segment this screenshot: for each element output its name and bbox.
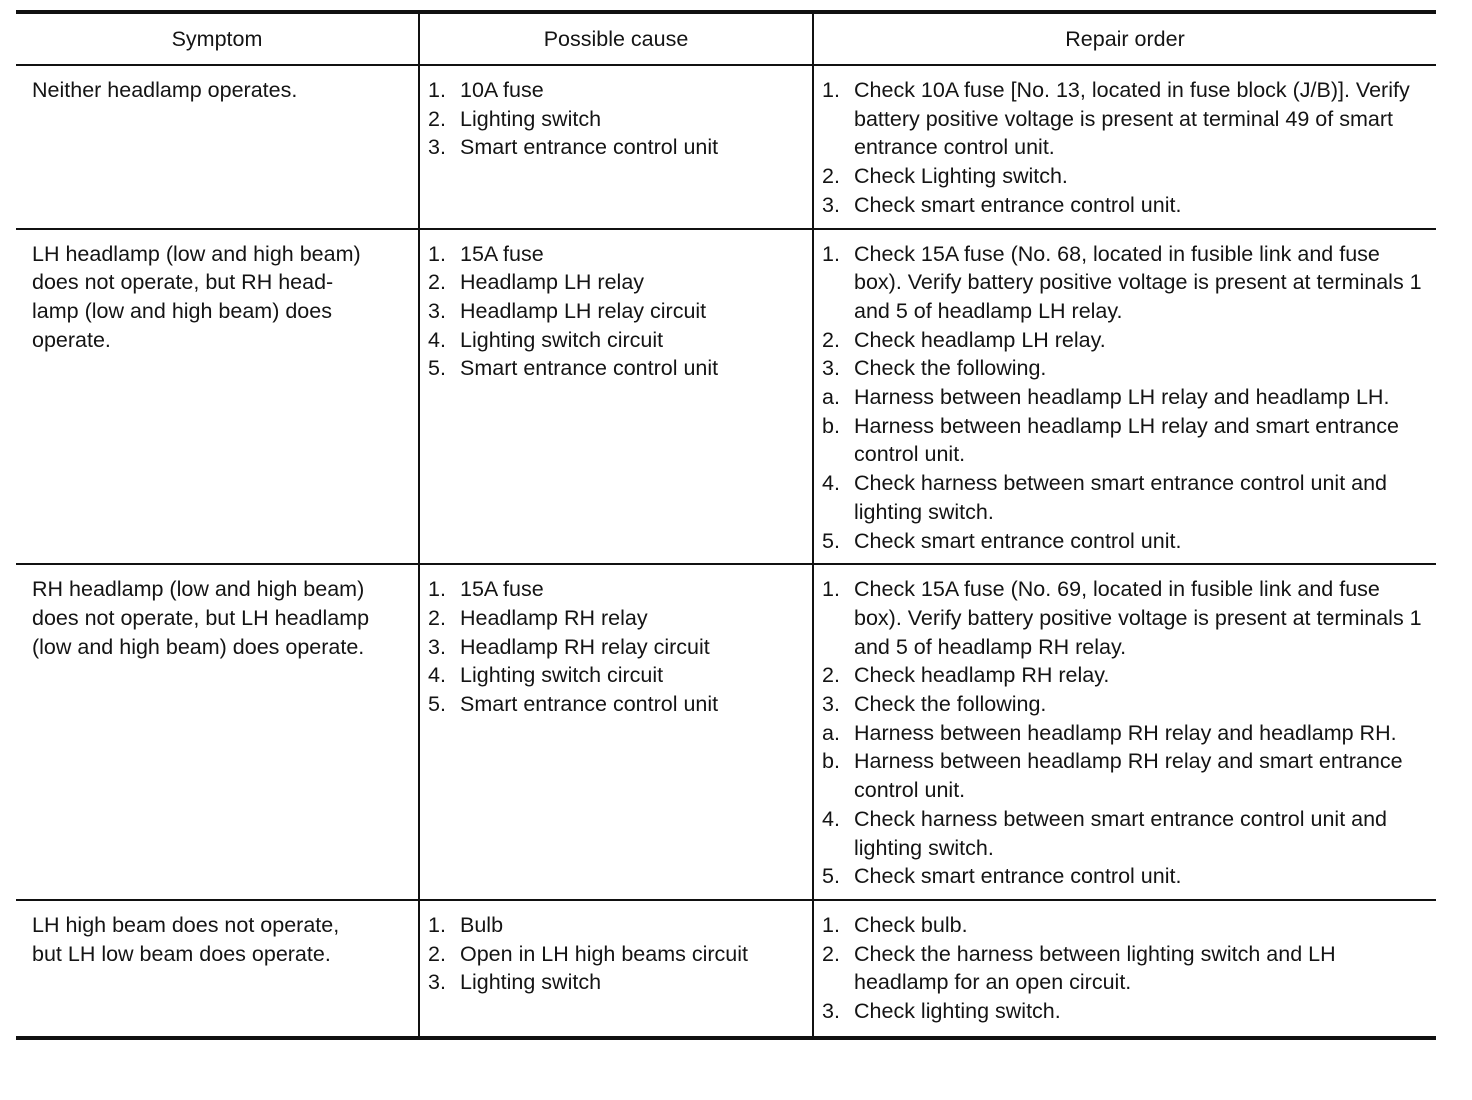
cause-item xyxy=(428,940,806,969)
cause-item-number: 3. xyxy=(428,135,446,160)
repair-order-cell-list xyxy=(822,575,1430,891)
cause-item-text: Smart entrance control unit xyxy=(460,356,719,381)
repair-step-number: 2. xyxy=(822,941,840,966)
possible-cause-cell xyxy=(419,900,813,1038)
cause-item xyxy=(428,326,806,355)
repair-step xyxy=(822,575,1430,661)
cause-item xyxy=(428,133,806,162)
cause-item-number: 2. xyxy=(428,106,446,131)
repair-order-cell-list xyxy=(822,240,1430,556)
cause-item-number: 3. xyxy=(428,970,446,995)
repair-step xyxy=(822,191,1430,220)
cause-item xyxy=(428,297,806,326)
cause-item-number: 2. xyxy=(428,941,446,966)
cause-item-number: 3. xyxy=(428,634,446,659)
cause-item xyxy=(428,690,806,719)
repair-step-text: Harness between headlamp RH relay and smart entrance control unit. xyxy=(854,749,1403,803)
cause-item-text: Headlamp LH relay circuit xyxy=(460,298,707,323)
cause-item-number: 2. xyxy=(428,270,446,295)
cause-item-number: 3. xyxy=(428,298,446,323)
repair-step xyxy=(822,412,1430,469)
repair-step-number: b. xyxy=(822,749,840,774)
symptom-text: LH headlamp (low and high beam) does not operate, but RH head- lamp (low and high beam) does operate. xyxy=(32,241,361,352)
possible-cause-cell-list xyxy=(428,240,806,384)
cause-item xyxy=(428,968,806,997)
cause-item-text: Open in LH high beams circuit xyxy=(460,941,749,966)
header-repair-order: Repair order xyxy=(813,12,1436,65)
repair-step-text: Check harness between smart entrance control unit and lighting switch. xyxy=(854,806,1388,860)
cause-item-number: 1. xyxy=(428,577,446,602)
repair-order-cell-list xyxy=(822,76,1430,220)
table-row xyxy=(16,65,1436,229)
repair-step xyxy=(822,383,1430,412)
repair-step-text: Check headlamp LH relay. xyxy=(854,327,1106,352)
repair-step-text: Check the harness between lighting switch and LH headlamp for an open circuit. xyxy=(854,941,1336,995)
cause-item-text: Lighting switch xyxy=(460,106,602,131)
repair-step xyxy=(822,354,1430,383)
repair-step-number: a. xyxy=(822,720,840,745)
symptom-cell xyxy=(16,900,419,1038)
repair-step-number: 1. xyxy=(822,912,840,937)
repair-step-text: Check the following. xyxy=(854,356,1047,381)
repair-step-number: 2. xyxy=(822,164,840,189)
troubleshooting-table xyxy=(16,10,1436,1040)
repair-step-number: 4. xyxy=(822,806,840,831)
repair-step-number: 3. xyxy=(822,692,840,717)
cause-item-text: Lighting switch circuit xyxy=(460,327,664,352)
repair-step xyxy=(822,240,1430,326)
repair-step xyxy=(822,690,1430,719)
repair-step-number: 2. xyxy=(822,663,840,688)
cause-item xyxy=(428,240,806,269)
symptom-text: LH high beam does not operate, but LH low beam does operate. xyxy=(32,912,340,966)
repair-step-number: 3. xyxy=(822,192,840,217)
cause-item-text: Lighting switch circuit xyxy=(460,663,664,688)
repair-step-text: Check the following. xyxy=(854,692,1047,717)
repair-step xyxy=(822,661,1430,690)
cause-item-text: Headlamp RH relay xyxy=(460,605,648,630)
repair-step-number: 5. xyxy=(822,864,840,889)
repair-step xyxy=(822,747,1430,804)
cause-item-text: Headlamp RH relay circuit xyxy=(460,634,710,659)
repair-step-number: 5. xyxy=(822,528,840,553)
cause-item xyxy=(428,575,806,604)
cause-item-number: 2. xyxy=(428,605,446,630)
cause-item xyxy=(428,633,806,662)
repair-step xyxy=(822,719,1430,748)
cause-item-text: Lighting switch xyxy=(460,970,602,995)
cause-item-number: 5. xyxy=(428,692,446,717)
repair-order-cell xyxy=(813,564,1436,900)
repair-step-text: Check harness between smart entrance control unit and lighting switch. xyxy=(854,471,1388,524)
symptom-text: Neither headlamp operates. xyxy=(32,78,298,102)
possible-cause-cell xyxy=(419,564,813,900)
cause-item xyxy=(428,911,806,940)
symptom-cell xyxy=(16,65,419,229)
header-possible-cause: Possible cause xyxy=(419,12,813,65)
possible-cause-cell-list xyxy=(428,911,806,997)
repair-step-text: Check smart entrance control unit. xyxy=(854,864,1182,889)
cause-item xyxy=(428,268,806,297)
cause-item-number: 1. xyxy=(428,912,446,937)
repair-step xyxy=(822,862,1430,891)
repair-step-text: Check Lighting switch. xyxy=(854,164,1068,189)
repair-step-number: 1. xyxy=(822,577,840,602)
cause-item-number: 5. xyxy=(428,356,446,381)
repair-step-text: Check 15A fuse (No. 69, located in fusible link and fuse box). Verify battery positive voltage is present at terminals 1 and 5 of headlamp RH relay. xyxy=(854,577,1422,659)
cause-item xyxy=(428,661,806,690)
cause-item-number: 1. xyxy=(428,78,446,102)
cause-item-text: 10A fuse xyxy=(460,78,544,102)
cause-item-number: 1. xyxy=(428,241,446,266)
cause-item-text: 15A fuse xyxy=(460,241,544,266)
possible-cause-cell xyxy=(419,229,813,565)
repair-step-number: 1. xyxy=(822,78,840,102)
cause-item-text: Headlamp LH relay xyxy=(460,270,645,295)
table-body xyxy=(16,65,1436,1038)
repair-order-cell xyxy=(813,900,1436,1038)
table-row xyxy=(16,900,1436,1038)
cause-item-number: 4. xyxy=(428,327,446,352)
possible-cause-cell xyxy=(419,65,813,229)
repair-step-text: Check smart entrance control unit. xyxy=(854,528,1182,553)
repair-step-number: a. xyxy=(822,385,840,410)
repair-step-number: 3. xyxy=(822,356,840,381)
symptom-text: RH headlamp (low and high beam) does not operate, but LH headlamp (low and high beam) does operate. xyxy=(32,577,370,659)
header-row xyxy=(16,12,1436,65)
cause-item-text: 15A fuse xyxy=(460,577,544,602)
repair-step-text: Harness between headlamp LH relay and smart entrance control unit. xyxy=(854,413,1399,467)
repair-step xyxy=(822,805,1430,862)
repair-step xyxy=(822,76,1430,162)
repair-step-number: 4. xyxy=(822,471,840,496)
repair-order-cell xyxy=(813,65,1436,229)
possible-cause-cell-list xyxy=(428,76,806,162)
repair-step-text: Check bulb. xyxy=(854,912,968,937)
repair-step-text: Harness between headlamp LH relay and headlamp LH. xyxy=(854,385,1390,410)
repair-step-text: Check lighting switch. xyxy=(854,999,1061,1024)
repair-step xyxy=(822,326,1430,355)
table-row xyxy=(16,229,1436,565)
repair-order-cell-list xyxy=(822,911,1430,1026)
header-symptom: Symptom xyxy=(16,12,419,65)
symptom-cell xyxy=(16,564,419,900)
cause-item xyxy=(428,76,806,105)
repair-step-number: 3. xyxy=(822,999,840,1024)
repair-step-text: Check headlamp RH relay. xyxy=(854,663,1110,688)
cause-item xyxy=(428,105,806,134)
repair-step-text: Harness between headlamp RH relay and headlamp RH. xyxy=(854,720,1397,745)
repair-step-text: Check 15A fuse (No. 68, located in fusible link and fuse box). Verify battery positive voltage is present at terminals 1 and 5 of headlamp LH relay. xyxy=(854,241,1422,323)
repair-order-cell xyxy=(813,229,1436,565)
possible-cause-cell-list xyxy=(428,575,806,719)
repair-step xyxy=(822,162,1430,191)
table-row xyxy=(16,564,1436,900)
cause-item xyxy=(428,354,806,383)
repair-step-text: Check smart entrance control unit. xyxy=(854,192,1182,217)
repair-step xyxy=(822,911,1430,940)
repair-step-text: Check 10A fuse [No. 13, located in fuse block (J/B)]. Verify battery positive voltage is present at terminal 49 of smart entrance control unit. xyxy=(854,78,1410,160)
symptom-cell xyxy=(16,229,419,565)
repair-step-number: 1. xyxy=(822,241,840,266)
cause-item-text: Bulb xyxy=(460,912,504,937)
repair-step-number: 2. xyxy=(822,327,840,352)
repair-step xyxy=(822,997,1430,1026)
repair-step xyxy=(822,527,1430,556)
cause-item-text: Smart entrance control unit xyxy=(460,692,719,717)
cause-item-text: Smart entrance control unit xyxy=(460,135,719,160)
cause-item xyxy=(428,604,806,633)
repair-step-number: b. xyxy=(822,413,840,438)
repair-step xyxy=(822,469,1430,526)
repair-step xyxy=(822,940,1430,997)
cause-item-number: 4. xyxy=(428,663,446,688)
